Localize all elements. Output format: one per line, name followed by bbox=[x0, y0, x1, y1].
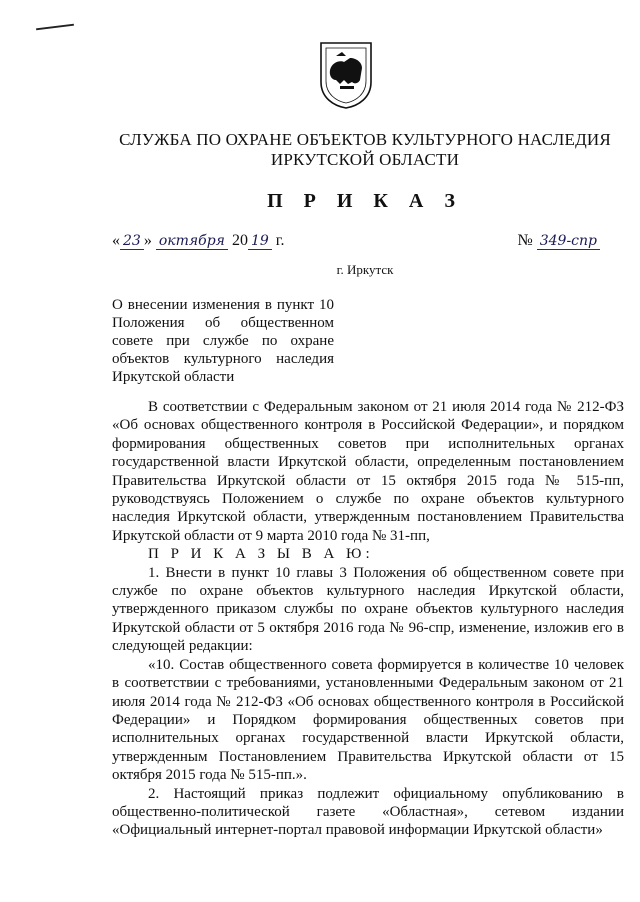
date-open-quote: « bbox=[112, 232, 120, 249]
body-paragraph-1: В соответствии с Федеральным законом от 21 июля 2014 года № 212-ФЗ «Об основах общественного контроля в Российской Федерации», и порядком формирования общественных советов при исполнительных органах государственной власти Иркутской области, определенным постановлением Правительства Иркутской области от 15 октября 2015 года № 515-пп, руководствуясь Положением о службе по охране объектов культурного наследия Иркутской области, утвержденным постановлением Правительства Иркутской области от 9 марта 2010 года № 31-пп, bbox=[112, 399, 624, 544]
order-heading: П Р И К А З Ы В А Ю: bbox=[148, 546, 374, 563]
number-value: 349-спр bbox=[537, 233, 600, 250]
document-date bbox=[112, 232, 285, 250]
date-day: 23 bbox=[120, 233, 144, 250]
body-paragraph-3: «10. Состав общественного совета формируется в количестве 10 человек в соответствии с требованиями, установленными Федеральным законом от 21 июля 2014 года № 212-ФЗ «Об основах общественного контроля в Российской Федерации» и Порядком формирования общественных советов при исполнительных органах государственной власти Иркутской области, утвержденным Постановлением Правительства Иркутской области от 15 октября 2015 года № 515-пп.». bbox=[112, 656, 624, 784]
document-number bbox=[517, 232, 600, 250]
number-prefix: № bbox=[517, 232, 533, 249]
body-paragraph-4: 2. Настоящий приказ подлежит официальному опубликованию в общественно-политической газете «Областная», сетевом издании «Официальный интернет-портал правовой информации Иркутской области» bbox=[112, 785, 624, 839]
date-year-suffix: 19 bbox=[248, 233, 272, 250]
pen-mark bbox=[36, 24, 74, 31]
date-month: октября bbox=[156, 233, 228, 250]
date-year-prefix: 20 bbox=[231, 232, 248, 249]
org-line-2: ИРКУТСКОЙ ОБЛАСТИ bbox=[270, 150, 460, 169]
document-subject: О внесении изменения в пункт 10 Положения об общественном совете при службе по охране объектов культурного наследия Иркутской области bbox=[112, 297, 334, 385]
org-line-1: СЛУЖБА ПО ОХРАНЕ ОБЪЕКТОВ КУЛЬТУРНОГО НАСЛЕДИЯ bbox=[119, 130, 611, 149]
coat-of-arms-icon bbox=[318, 40, 374, 110]
document-title: П Р И К А З bbox=[267, 190, 463, 212]
date-year-unit: г. bbox=[275, 232, 285, 249]
body-paragraph-2: 1. Внести в пункт 10 главы 3 Положения об общественном совете при службе по охране объектов культурного наследия Иркутской области, утвержденного приказом службы по охране объектов культурного наследия Иркутской области от 5 октября 2016 года № 96-спр, изменение, изложив его в следующей редакции: bbox=[112, 564, 624, 655]
date-close-quote: » bbox=[143, 232, 152, 249]
organization-name bbox=[0, 130, 640, 170]
city: г. Иркутск bbox=[336, 262, 394, 277]
document-body bbox=[112, 398, 624, 840]
